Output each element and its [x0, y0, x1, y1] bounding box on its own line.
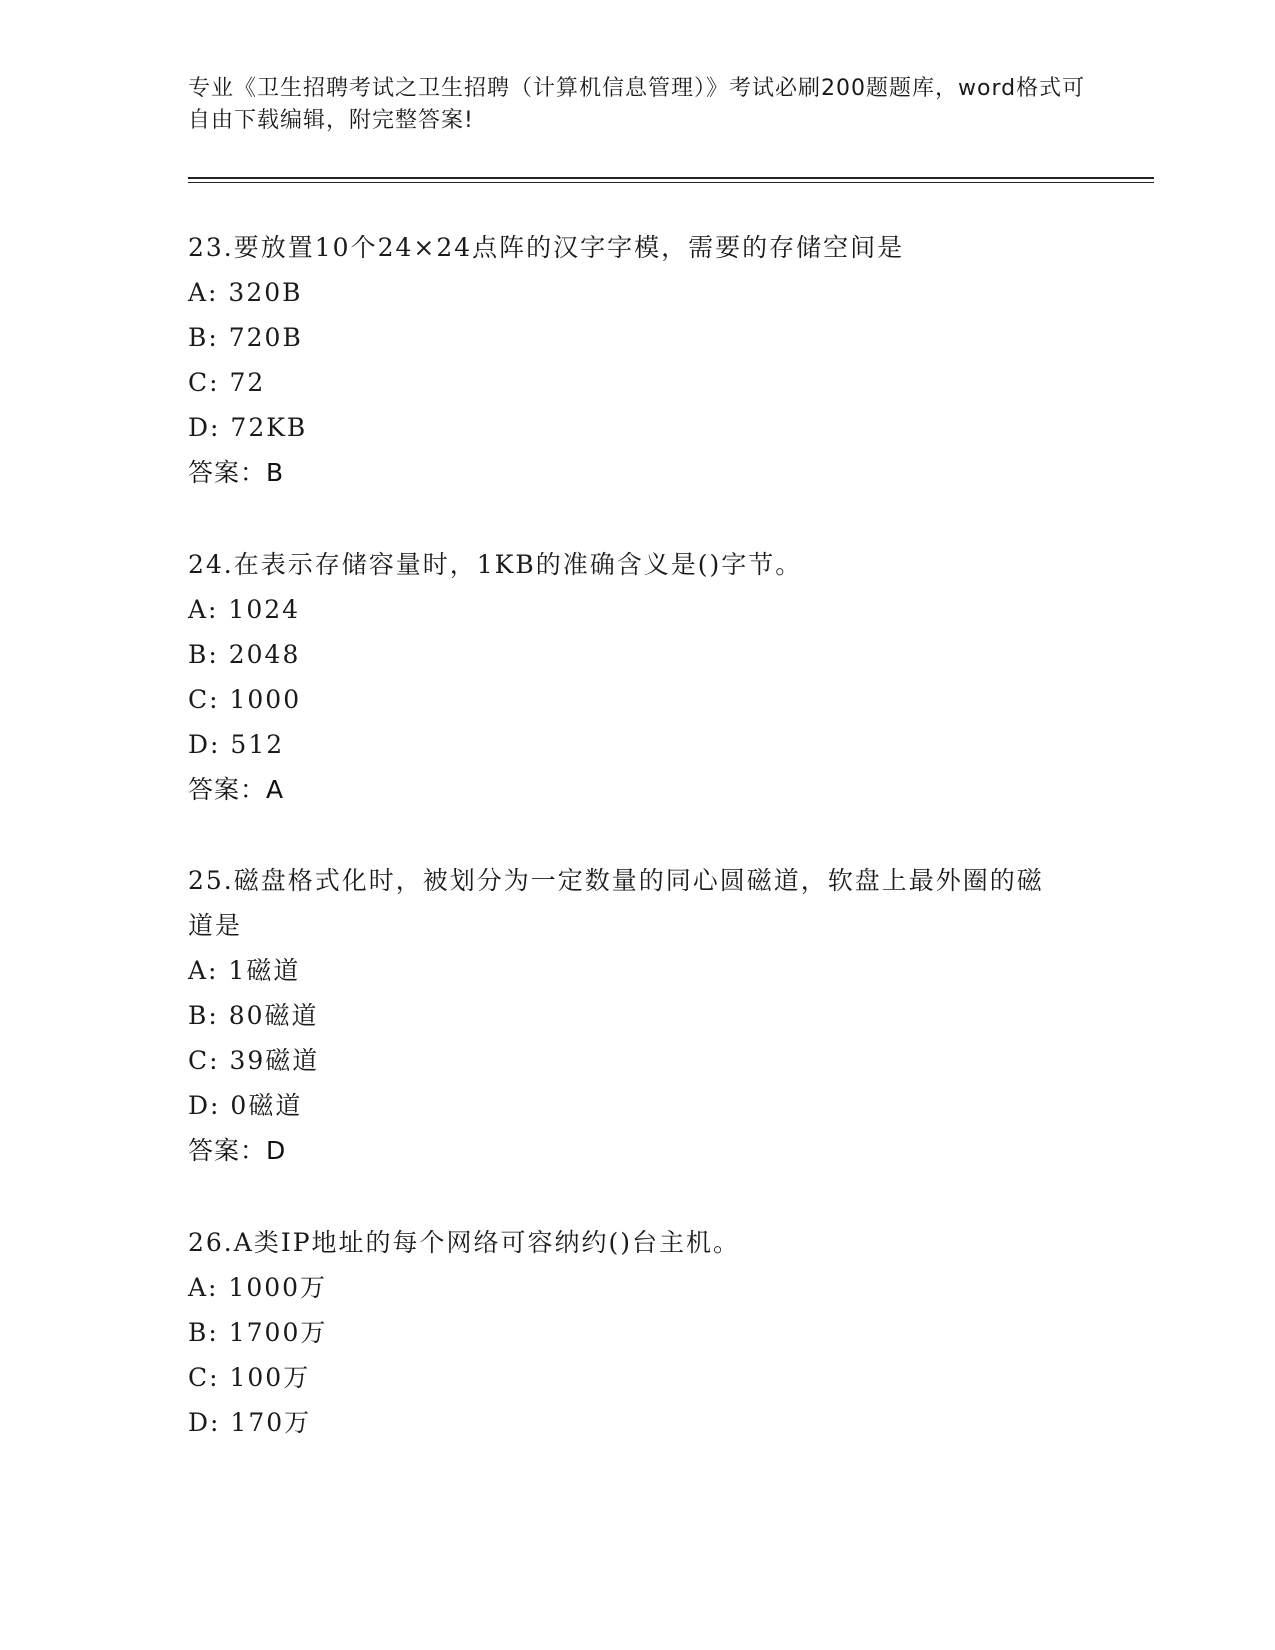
option-d: D: 512 [188, 730, 285, 759]
option-a: A: 320B [188, 278, 303, 307]
question-23 [188, 225, 1088, 495]
option-c: C: 72 [188, 368, 266, 397]
header-rule-thick [188, 177, 1154, 179]
question-text: 26.A类IP地址的每个网络可容纳约()台主机。 [188, 1228, 741, 1257]
question-text: 25.磁盘格式化时，被划分为一定数量的同心圆磁道，软盘上最外圈的磁道是 [188, 866, 1044, 940]
option-b: B: 80磁道 [188, 1001, 319, 1030]
question-24 [188, 542, 1088, 812]
option-d: D: 72KB [188, 413, 308, 442]
option-c: C: 39磁道 [188, 1046, 320, 1075]
option-c: C: 1000 [188, 685, 302, 714]
option-b: B: 2048 [188, 640, 301, 669]
option-b: B: 1700万 [188, 1318, 328, 1347]
document-header: 专业《卫生招聘考试之卫生招聘（计算机信息管理）》考试必刷200题题库，word格式可自由下载编辑，附完整答案! [188, 76, 1086, 133]
option-c: C: 100万 [188, 1363, 311, 1392]
question-text: 24.在表示存储容量时，1KB的准确含义是()字节。 [188, 550, 803, 579]
option-d: D: 170万 [188, 1408, 312, 1437]
answer: 答案：D [188, 1136, 287, 1165]
question-26 [188, 1220, 1088, 1445]
question-25 [188, 858, 1068, 1173]
option-d: D: 0磁道 [188, 1091, 303, 1120]
question-text: 23.要放置10个24×24点阵的汉字字模，需要的存储空间是 [188, 233, 905, 262]
option-a: A: 1024 [188, 595, 301, 624]
option-a: A: 1磁道 [188, 956, 301, 985]
answer: 答案：B [188, 458, 285, 487]
answer: 答案：A [188, 775, 285, 804]
header-rule-thin [188, 182, 1154, 183]
option-a: A: 1000万 [188, 1273, 328, 1302]
option-b: B: 720B [188, 323, 303, 352]
